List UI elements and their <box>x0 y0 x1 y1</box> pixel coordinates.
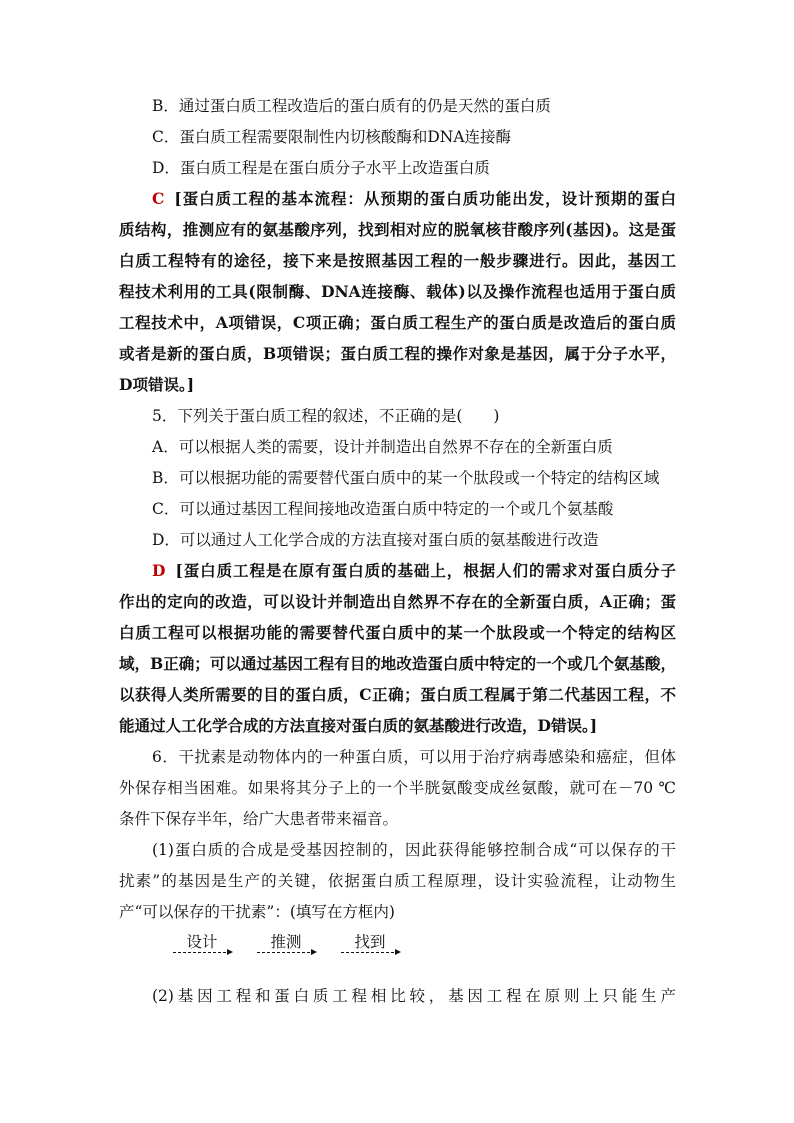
q4-answer-letter: C <box>152 189 165 208</box>
q6-sub2-line-1: (2)基因工程和蛋白质工程相比较，基因工程在原则上只能生产 <box>152 987 676 1005</box>
q5-explanation-line-5: 以获得人类所需要的目的蛋白质，C正确；蛋白质工程属于第二代基因工程，不 <box>119 685 676 704</box>
flow-step-infer: 推测 <box>257 931 315 953</box>
q5-explanation-line-6: 能通过人工化学合成的方法直接对蛋白质的氨基酸进行改造，D错误。] <box>119 716 598 735</box>
q6-stem-line-3: 条件下保存半年，给广大患者带来福音。 <box>119 810 399 828</box>
q5-explanation-line-1: D [蛋白质工程是在原有蛋白质的基础上，根据人们的需求对蛋白质分子 <box>152 561 676 580</box>
flow-arrow-3 <box>341 952 399 954</box>
q4-explanation-line-6: 或者是新的蛋白质，B项错误；蛋白质工程的操作对象是基因，属于分子水平， <box>119 344 676 363</box>
q4-option-b: B．通过蛋白质工程改造后的蛋白质有的仍是天然的蛋白质 <box>152 97 551 115</box>
q6-stem-line-1: 6．干扰素是动物体内的一种蛋白质，可以用于治疗病毒感染和癌症，但体 <box>152 748 676 766</box>
q5-option-a: A．可以根据人类的需要，设计并制造出自然界不存在的全新蛋白质 <box>152 438 613 456</box>
flow-step-find: 找到 <box>341 931 399 953</box>
flow-step-design: 设计 <box>173 931 231 953</box>
q5-option-b: B．可以根据功能的需要替代蛋白质中的某一个肽段或一个特定的结构区域 <box>152 469 660 487</box>
q5-option-d: D．可以通过人工化学合成的方法直接对蛋白质的氨基酸进行改造 <box>152 531 599 549</box>
q5-explanation-line-2: 作出的定向的改造，可以设计并制造出自然界不存在的全新蛋白质，A正确；蛋 <box>119 592 676 611</box>
q5-explanation-line-3: 白质工程可以根据功能的需要替代蛋白质中的某一个肽段或一个特定的结构区 <box>119 623 676 642</box>
q4-option-c: C．蛋白质工程需要限制性内切核酸酶和DNA连接酶 <box>152 128 512 146</box>
q4-explanation-line-7: D项错误。] <box>119 375 195 394</box>
q4-explanation-line-5: 工程技术中，A项错误，C项正确；蛋白质工程生产的蛋白质是改造后的蛋白质 <box>119 313 676 332</box>
q5-option-c: C．可以通过基因工程间接地改造蛋白质中特定的一个或几个氨基酸 <box>152 500 614 518</box>
q6-sub1-line-3: 产“可以保存的干扰素”：(填写在方框内) <box>119 903 395 921</box>
q5-answer-letter: D <box>152 561 166 580</box>
flow-arrow-2 <box>257 952 315 954</box>
q6-stem-line-2: 外保存相当困难。如果将其分子上的一个半胱氨酸变成丝氨酸，就可在－70 ℃ <box>119 779 676 797</box>
q4-explanation-line-1: C [蛋白质工程的基本流程：从预期的蛋白质功能出发，设计预期的蛋白 <box>152 189 676 208</box>
q4-explanation-line-2: 质结构，推测应有的氨基酸序列，找到相对应的脱氧核苷酸序列(基因)。这是蛋 <box>119 220 676 239</box>
q4-explanation-line-3: 白质工程特有的途径，接下来是按照基因工程的一般步骤进行。因此，基因工 <box>119 251 676 270</box>
q5-stem: 5．下列关于蛋白质工程的叙述，不正确的是( ) <box>152 407 500 425</box>
q4-explanation-line-4: 程技术利用的工具(限制酶、DNA连接酶、载体)以及操作流程也适用于蛋白质 <box>119 282 676 301</box>
q5-explanation-line-4: 域，B正确；可以通过基因工程有目的地改造蛋白质中特定的一个或几个氨基酸， <box>119 654 676 673</box>
q6-sub1-line-1: (1)蛋白质的合成是受基因控制的，因此获得能够控制合成“可以保存的干 <box>152 841 676 859</box>
flow-arrow-1 <box>173 952 231 954</box>
q6-sub1-line-2: 扰素”的基因是生产的关键，依据蛋白质工程原理，设计实验流程，让动物生 <box>119 872 676 890</box>
q4-option-d: D．蛋白质工程是在蛋白质分子水平上改造蛋白质 <box>152 159 490 177</box>
